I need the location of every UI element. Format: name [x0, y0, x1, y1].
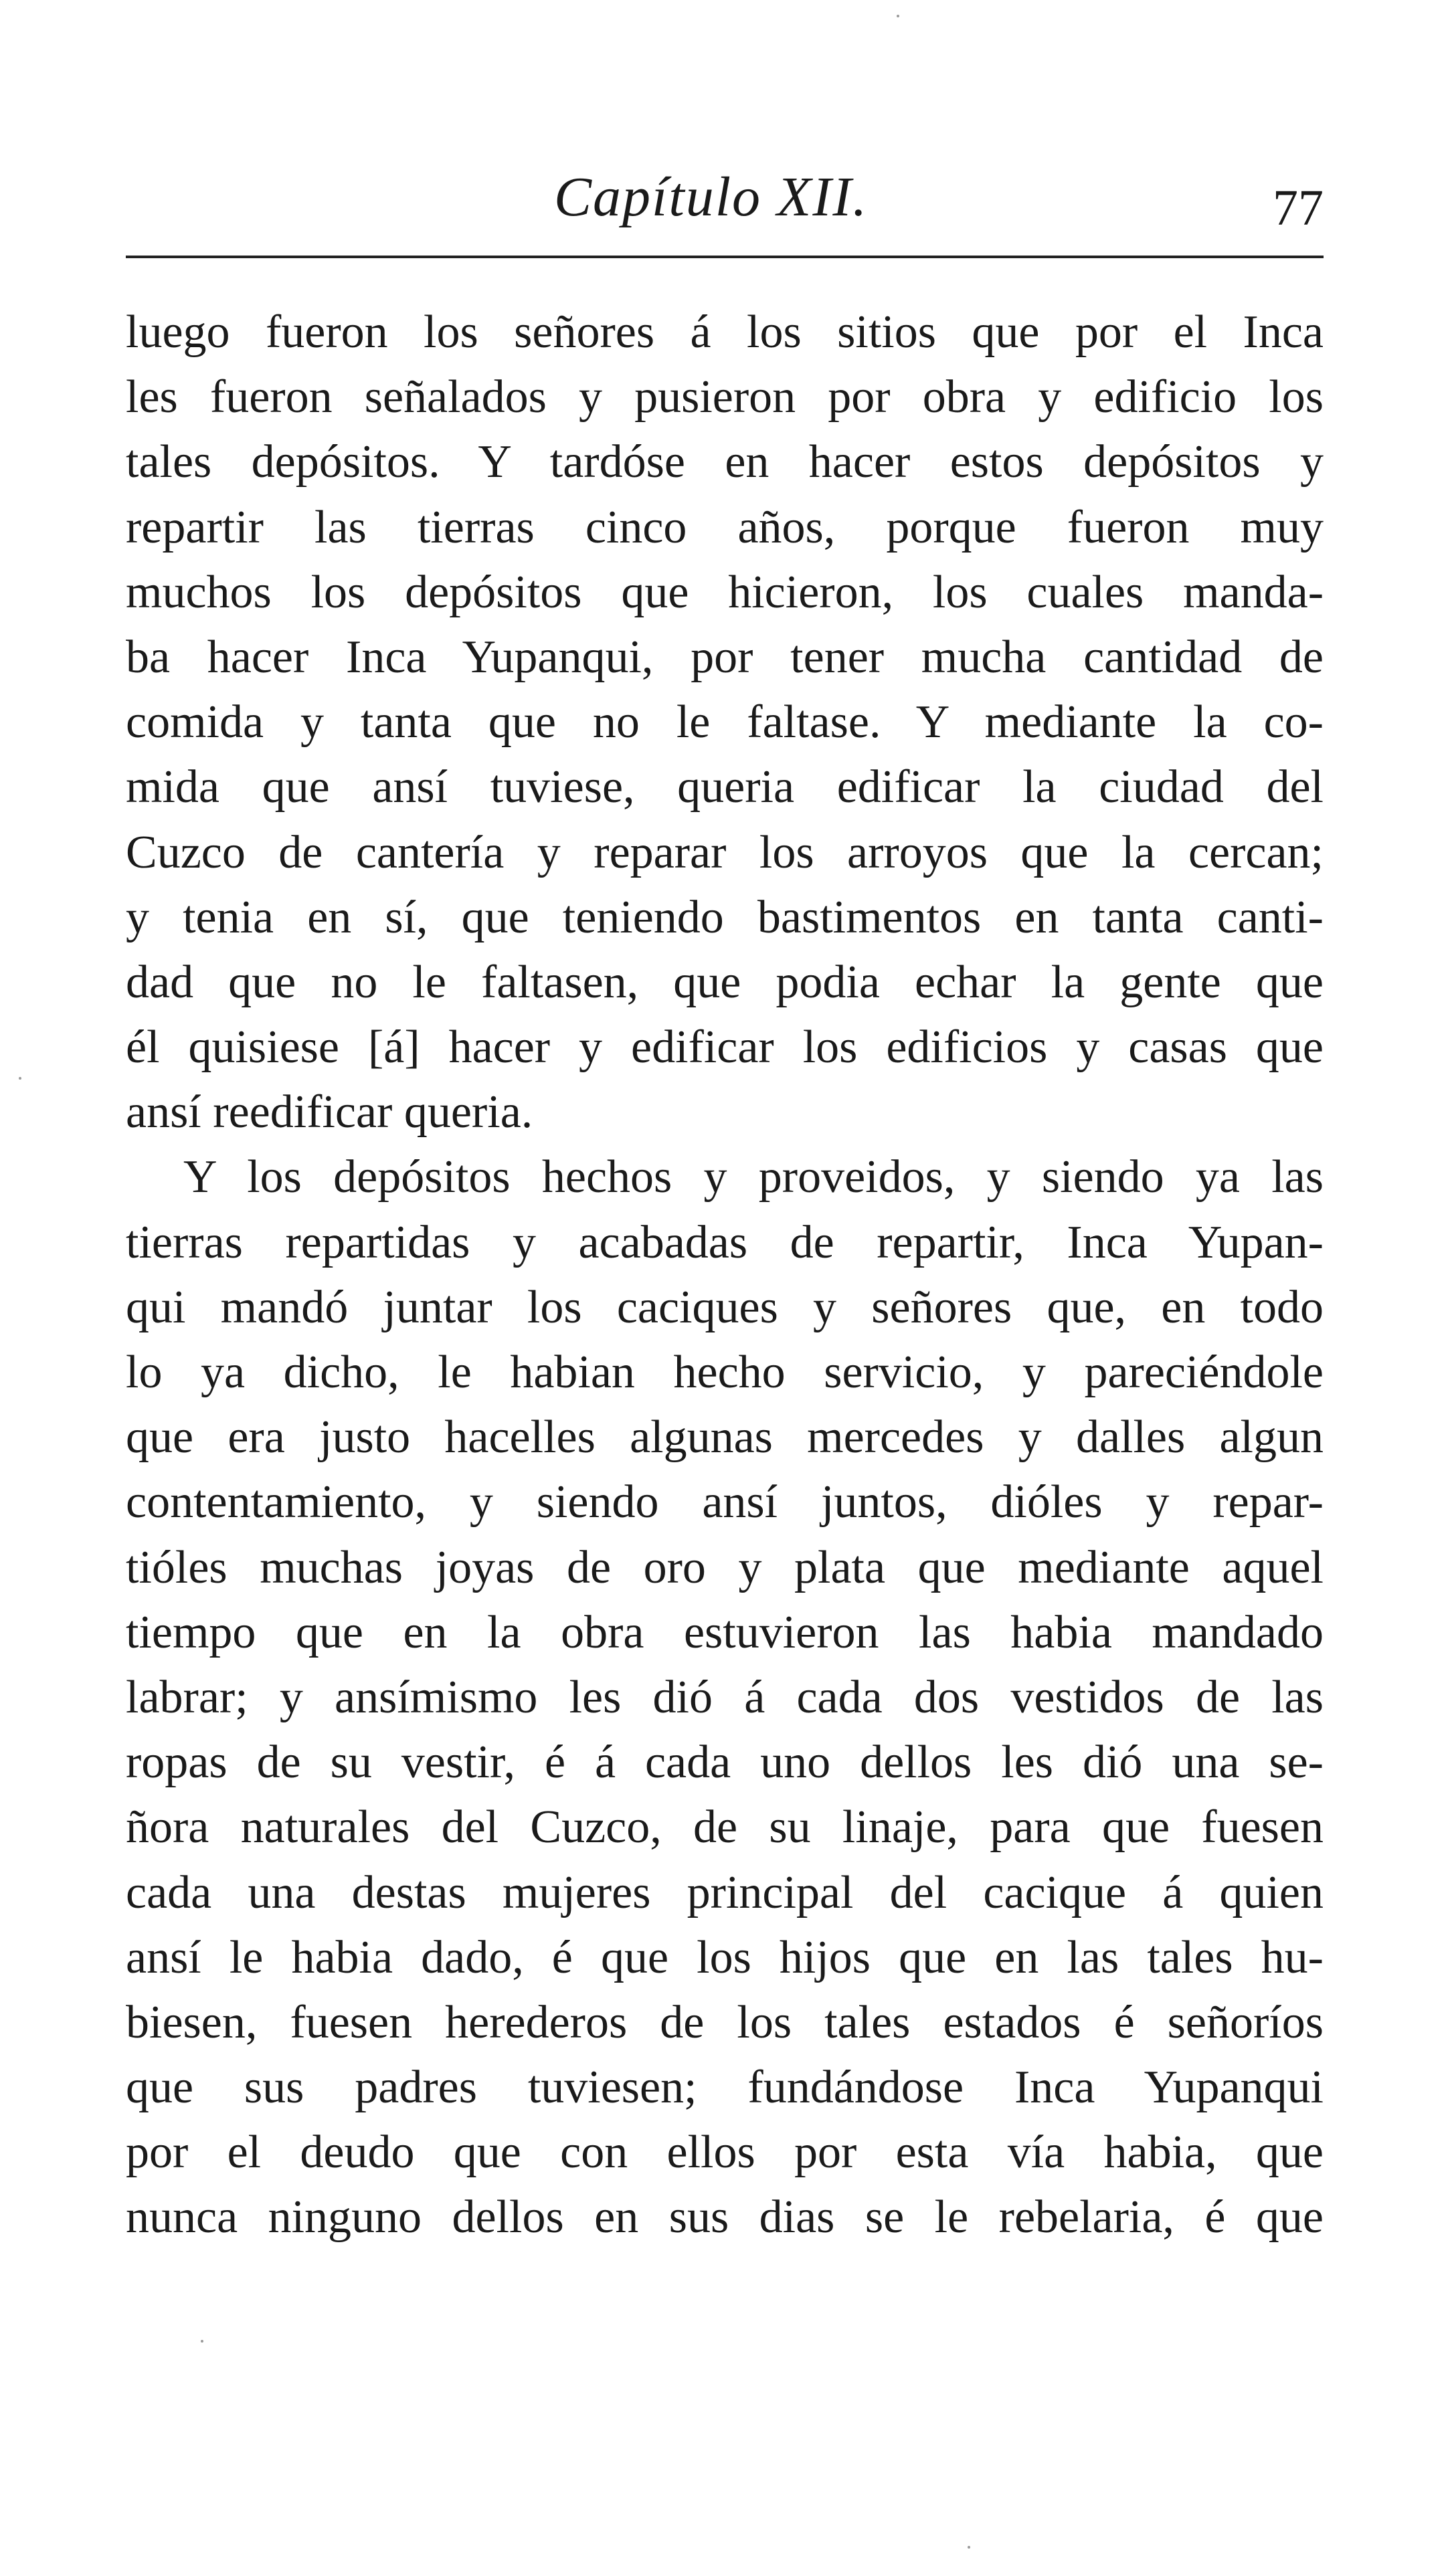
text-line: ñora naturales del Cuzco, de su linaje, para que fuesen: [126, 1801, 1324, 1854]
text-line: les fueron señalados y pusieron por obra y edificio los: [126, 371, 1324, 423]
text-line: contentamiento, y siendo ansí juntos, dióles y repar-: [126, 1476, 1324, 1528]
text-line: repartir las tierras cinco años, porque fueron muy: [126, 501, 1324, 553]
running-head: Capítulo XII.: [554, 166, 869, 228]
text-line: por el deudo que con ellos por esta vía habia, que: [126, 2126, 1324, 2179]
paragraph-2: [126, 1145, 1324, 2250]
paper-speck: [968, 2546, 970, 2549]
page-header: [126, 161, 1324, 234]
paragraph-1: [126, 300, 1324, 1145]
text-line: tiempo que en la obra estuvieron las habia mandado: [126, 1606, 1324, 1658]
body-text: [126, 300, 1324, 2250]
text-line: luego fueron los señores á los sitios que por el Inca: [126, 306, 1324, 358]
text-line: muchos los depósitos que hicieron, los cuales manda-: [126, 566, 1324, 618]
text-line: labrar; y ansímismo les dió á cada dos vestidos de las: [126, 1671, 1324, 1723]
text-line: nunca ninguno dellos en sus dias se le rebelaria, é que: [126, 2191, 1324, 2244]
header-rule: [126, 256, 1324, 258]
text-line: lo ya dicho, le habian hecho servicio, y pareciéndole: [126, 1347, 1324, 1398]
paper-speck: [19, 1077, 21, 1080]
text-line: comida y tanta que no le faltase. Y mediante la co-: [126, 696, 1324, 749]
text-line: ba hacer Inca Yupanqui, por tener mucha cantidad de: [126, 631, 1324, 683]
text-line: dad que no le faltasen, que podia echar la gente que: [126, 956, 1324, 1008]
text-line: ropas de su vestir, é á cada uno dellos les dió una se-: [126, 1737, 1324, 1789]
text-line: tierras repartidas y acabadas de repartir, Inca Yupan-: [126, 1216, 1324, 1268]
text-line: qui mandó juntar los caciques y señores que, en todo: [126, 1281, 1324, 1333]
text-line: cada una destas mujeres principal del cacique á quien: [126, 1866, 1324, 1918]
text-line: ansí reedificar queria.: [126, 1086, 533, 1138]
text-line: que era justo hacelles algunas mercedes y dalles algun: [126, 1411, 1324, 1464]
text-line: biesen, fuesen herederos de los tales estados é señoríos: [126, 1996, 1324, 2048]
text-line: mida que ansí tuviese, queria edificar la ciudad del: [126, 761, 1324, 813]
page-number: 77: [1273, 180, 1324, 236]
text-line: tales depósitos. Y tardóse en hacer estos depósitos y: [126, 436, 1324, 488]
text-line: tióles muchas joyas de oro y plata que mediante aquel: [126, 1541, 1324, 1593]
text-line: y tenia en sí, que teniendo bastimentos en tanta canti-: [126, 891, 1324, 943]
text-line: Y los depósitos hechos y proveidos, y siendo ya las: [183, 1151, 1324, 1203]
text-line: que sus padres tuviesen; fundándose Inca Yupanqui: [126, 2062, 1324, 2114]
text-line: Cuzco de cantería y reparar los arroyos que la cercan;: [126, 826, 1324, 878]
paper-speck: [897, 15, 899, 17]
text-line: él quisiese [á] hacer y edificar los edificios y casas que: [126, 1021, 1324, 1074]
text-line: ansí le habia dado, é que los hijos que en las tales hu-: [126, 1931, 1324, 1983]
paper-speck: [201, 2340, 203, 2343]
